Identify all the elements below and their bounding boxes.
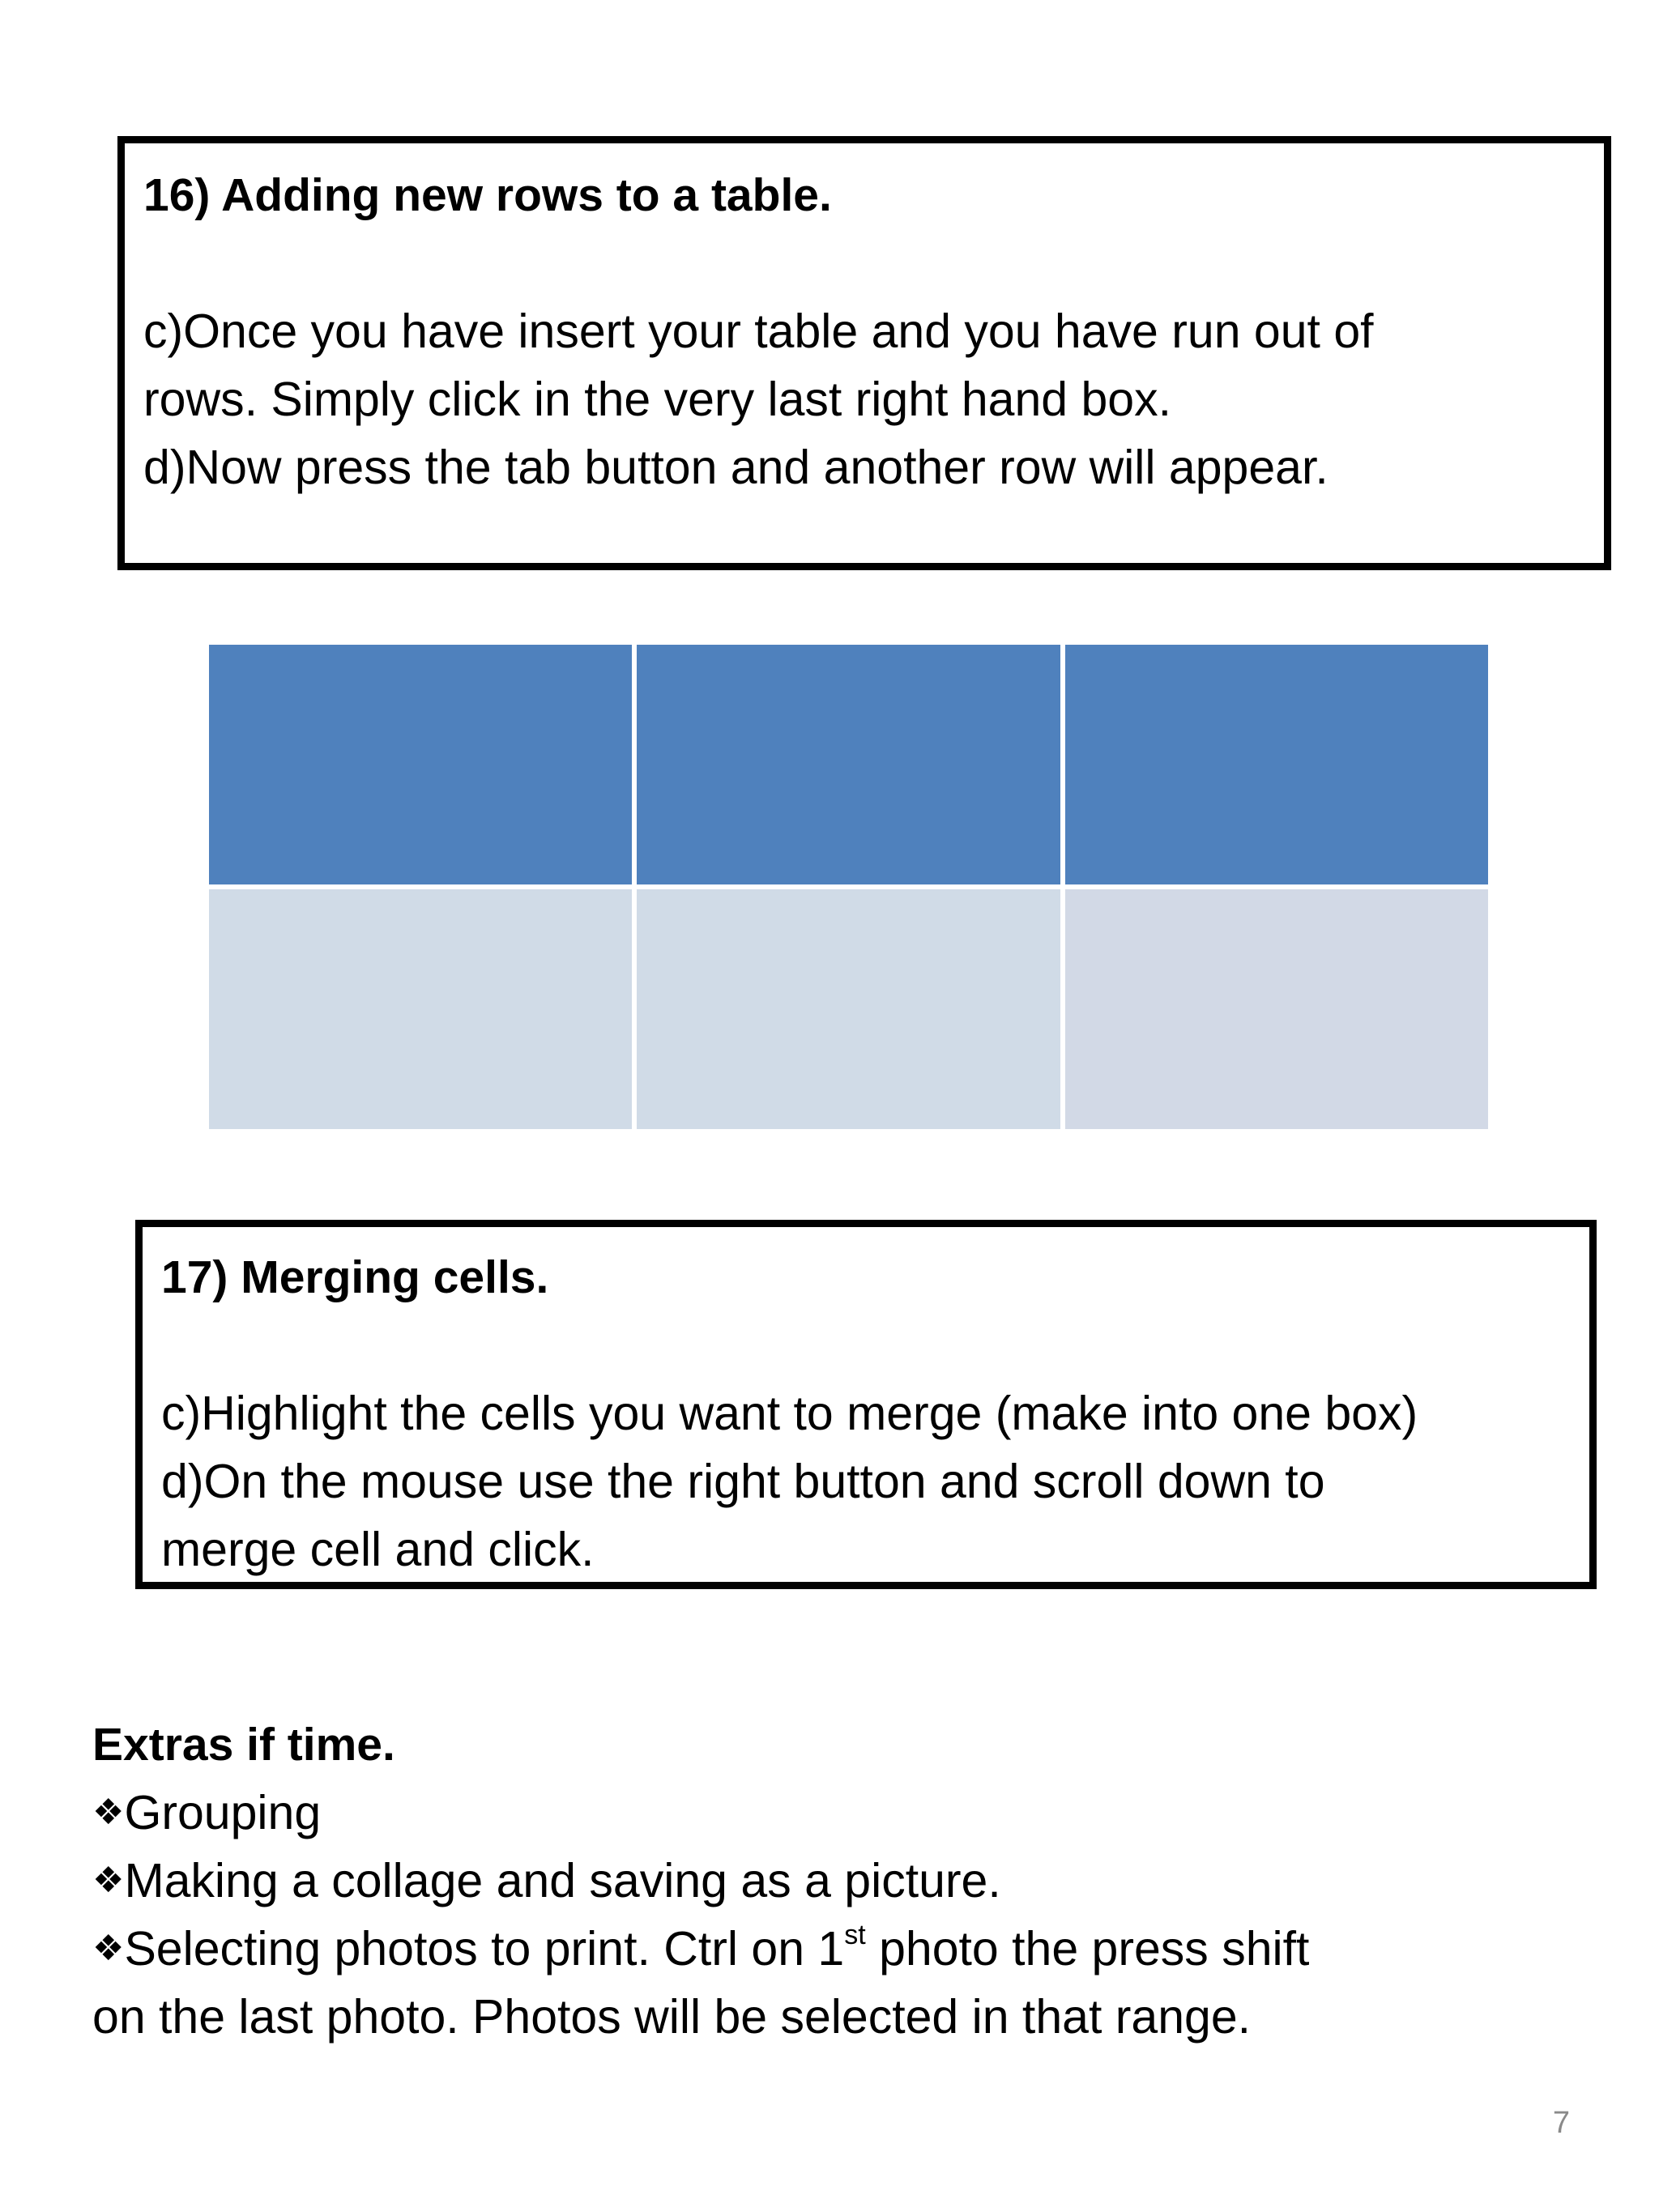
- table-header-cell-1: [209, 645, 632, 884]
- instruction-box-16: [117, 136, 1611, 570]
- section-16-line-1: c)Once you have insert your table and you have run out of: [143, 305, 1374, 358]
- table-body-cell-2: [637, 889, 1060, 1129]
- table-header-cell-2: [637, 645, 1060, 884]
- extras-section: [92, 1711, 1599, 2051]
- diamond-bullet-icon: ❖: [92, 1928, 125, 1969]
- table-body-cell-3: [1065, 889, 1488, 1129]
- section-16-line-2: rows. Simply click in the very last right hand box.: [143, 373, 1171, 426]
- extras-heading: Extras if time.: [92, 1719, 395, 1771]
- table-header-cell-3: [1065, 645, 1488, 884]
- page-number: 7: [1552, 2106, 1570, 2140]
- section-17-line-2: d)On the mouse use the right button and scroll down to: [161, 1455, 1325, 1508]
- section-17-line-3: merge cell and click.: [161, 1523, 595, 1576]
- example-table: [209, 645, 1488, 1129]
- extras-item-selecting-continued: on the last photo. Photos will be selected in that range.: [92, 1990, 1252, 2044]
- instruction-box-17: [135, 1220, 1597, 1589]
- extras-item-collage: ❖Making a collage and saving as a picture.: [92, 1847, 1599, 1915]
- section-16-line-3: d)Now press the tab button and another row will appear.: [143, 441, 1328, 494]
- extras-item-selecting: ❖Selecting photos to print. Ctrl on 1st photo the press shift: [92, 1915, 1599, 1983]
- section-17-heading: 17) Merging cells.: [161, 1251, 549, 1303]
- diamond-bullet-icon: ❖: [92, 1860, 125, 1901]
- extras-item-grouping: ❖Grouping: [92, 1779, 1599, 1847]
- table-body-cell-1: [209, 889, 632, 1129]
- section-16-heading: 16) Adding new rows to a table.: [143, 169, 832, 221]
- diamond-bullet-icon: ❖: [92, 1792, 125, 1833]
- section-17-line-1: c)Highlight the cells you want to merge (make into one box): [161, 1387, 1418, 1440]
